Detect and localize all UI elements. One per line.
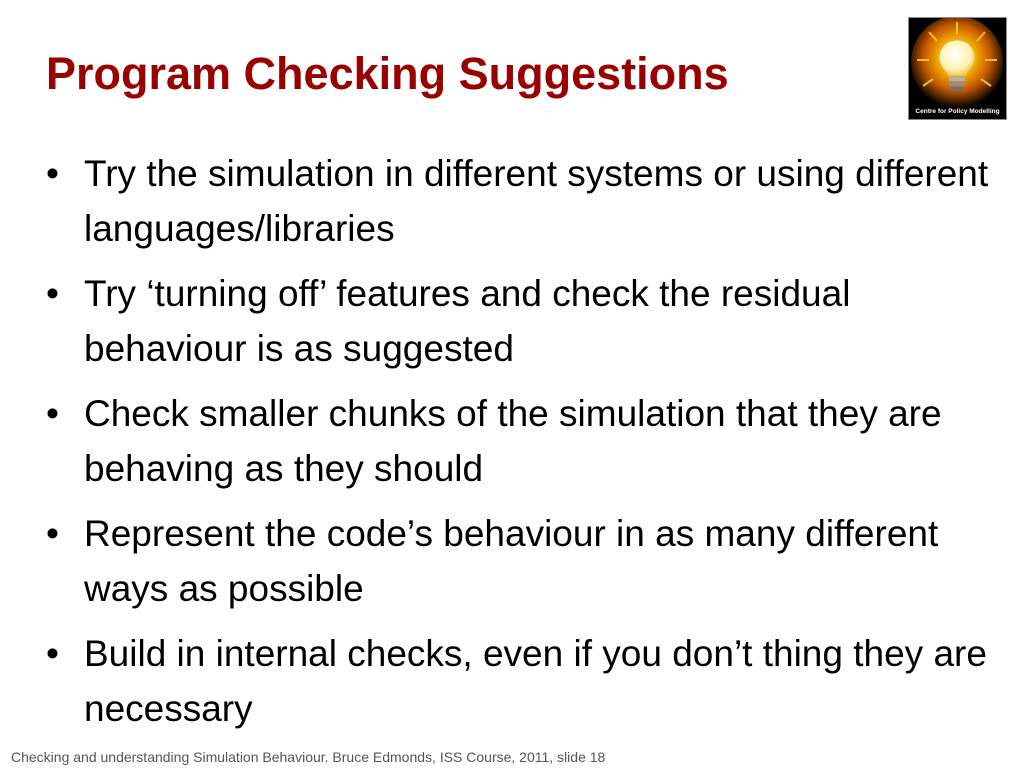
bullet-dot: • — [46, 153, 59, 194]
lightbulb-icon — [909, 18, 1006, 119]
bullet-text: Build in internal checks, even if you don’t thing they are necessary — [84, 633, 987, 729]
logo-caption: Centre for Policy Modelling — [915, 108, 1000, 115]
bullet-dot: • — [46, 273, 59, 314]
list-item — [46, 386, 1006, 496]
list-item — [46, 626, 1006, 736]
list-item — [46, 266, 1006, 376]
bullet-text: Check smaller chunks of the simulation that they are behaving as they should — [84, 393, 942, 489]
list-item — [46, 506, 1006, 616]
bullet-text: Represent the code’s behaviour in as many different ways as possible — [84, 513, 939, 609]
bullet-dot: • — [46, 393, 59, 434]
bullet-text: Try the simulation in different systems or using different languages/libraries — [84, 153, 989, 249]
slide-title: Program Checking Suggestions — [46, 48, 729, 99]
bullet-dot: • — [46, 513, 59, 554]
cpm-logo — [908, 17, 1007, 120]
bullet-list — [46, 146, 1006, 746]
bullet-dot: • — [46, 633, 59, 674]
list-item — [46, 146, 1006, 256]
bullet-text: Try ‘turning off’ features and check the residual behaviour is as suggested — [84, 273, 851, 369]
slide-footer: Checking and understanding Simulation Behaviour. Bruce Edmonds, ISS Course, 2011, slide 18 — [11, 749, 606, 765]
